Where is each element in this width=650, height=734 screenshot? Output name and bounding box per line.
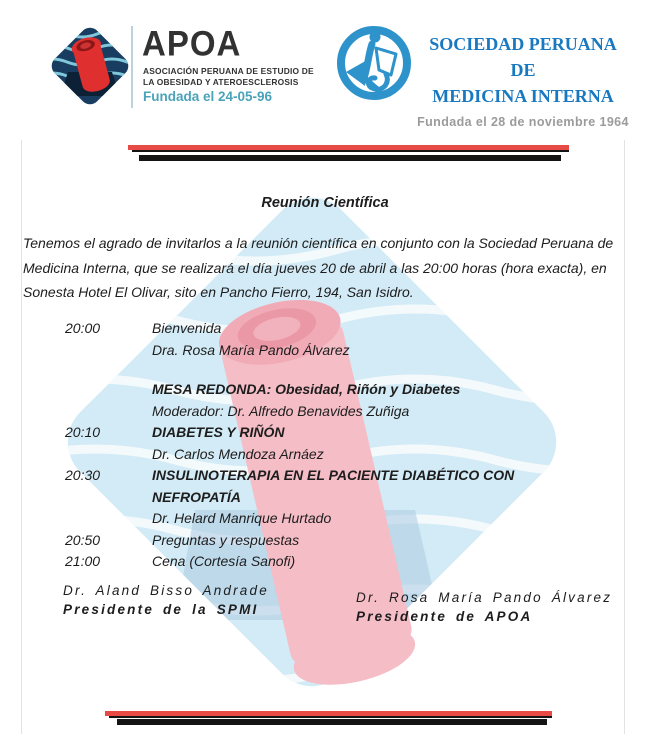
schedule-item-text: DIABETES Y RIÑÓN	[152, 424, 285, 440]
bottom-divider-thin-line	[109, 716, 552, 718]
schedule-time	[65, 444, 152, 466]
schedule-item-text: Cena (Cortesía Sanofi)	[152, 553, 296, 569]
schedule-row	[65, 422, 605, 444]
apoa-subtitle-line1: ASOCIACIÓN PERUANA DE ESTUDIO DE	[143, 66, 314, 76]
signatory-title: Presidente de la SPMI	[63, 602, 259, 617]
schedule-time: 20:50	[65, 531, 101, 548]
schedule-row	[65, 508, 605, 530]
schedule-row	[65, 551, 605, 573]
schedule-item-text: Dr. Helard Manrique Hurtado	[152, 510, 332, 526]
schedule-time: 20:00	[65, 320, 101, 336]
schedule-time	[65, 340, 152, 362]
schedule-time	[65, 401, 152, 423]
signature-block-spmi	[63, 581, 269, 619]
schedule-item-text: Bienvenida	[152, 320, 222, 336]
spmi-title-line1: SOCIEDAD PERUANA DE	[429, 34, 617, 80]
spmi-founded-date: Fundada el 28 de noviembre 1964	[417, 115, 629, 129]
signatory-name: Dr. Aland Bisso Andrade	[63, 583, 269, 598]
bottom-divider-black-bar	[117, 719, 547, 725]
top-divider-thin-line	[132, 150, 569, 152]
top-divider-black-bar	[139, 155, 561, 161]
schedule-time: 20:10	[65, 424, 101, 440]
signatory-name: Dr. Rosa María Pando Álvarez	[356, 590, 613, 605]
apoa-logo-icon	[42, 20, 138, 112]
schedule-item-text: Dra. Rosa María Pando Álvarez	[152, 341, 350, 358]
page-border-left	[21, 140, 22, 734]
schedule-row	[65, 530, 605, 552]
signatory-title: Presidente de APOA	[356, 609, 533, 624]
schedule-row	[65, 444, 605, 466]
spmi-title-line2: MEDICINA INTERNA	[432, 86, 614, 106]
schedule-row	[65, 465, 605, 508]
schedule-item-text: Dr. Carlos Mendoza Arnáez	[152, 445, 324, 462]
apoa-subtitle-line2: LA OBESIDAD Y ATEROESCLEROSIS	[143, 77, 299, 87]
schedule-item-text: Moderador: Dr. Alfredo Benavides Zuñiga	[152, 402, 410, 419]
schedule-row	[65, 401, 605, 423]
schedule-time	[65, 508, 152, 530]
schedule-row	[65, 318, 605, 340]
schedule-list	[65, 318, 605, 573]
apoa-wordmark: APOA	[142, 22, 242, 63]
page-border-right	[624, 140, 625, 734]
signature-block-apoa	[356, 588, 612, 626]
schedule-item-text: INSULINOTERAPIA EN EL PACIENTE DIABÉTICO CON NEFROPATÍA	[152, 467, 515, 505]
schedule-time: 21:00	[65, 553, 101, 569]
schedule-time	[65, 379, 152, 401]
intro-line: Sonesta Hotel El Olivar, sito en Pancho Fierro, 194, San Isidro.	[23, 284, 414, 300]
document-title: Reunión Científica	[261, 195, 389, 211]
schedule-item-text: MESA REDONDA: Obesidad, Riñón y Diabetes	[152, 381, 461, 397]
schedule-row	[65, 340, 605, 362]
apoa-header-separator	[131, 26, 133, 108]
schedule-row	[65, 379, 605, 401]
intro-paragraph	[23, 231, 635, 305]
intro-line: Medicina Interna, que se realizará el día jueves 20 de abril a las 20:00 horas (hora exacta), en	[23, 259, 607, 276]
schedule-item-text: Preguntas y respuestas	[152, 531, 300, 548]
apoa-founded-date: Fundada el 24-05-96	[143, 89, 273, 104]
intro-line: Tenemos el agrado de invitarlos a la reunión científica en conjunto con la Sociedad Peruana de	[23, 235, 614, 251]
schedule-time: 20:30	[65, 467, 101, 483]
spmi-logo-icon	[334, 22, 414, 106]
spmi-header-text	[416, 31, 630, 129]
